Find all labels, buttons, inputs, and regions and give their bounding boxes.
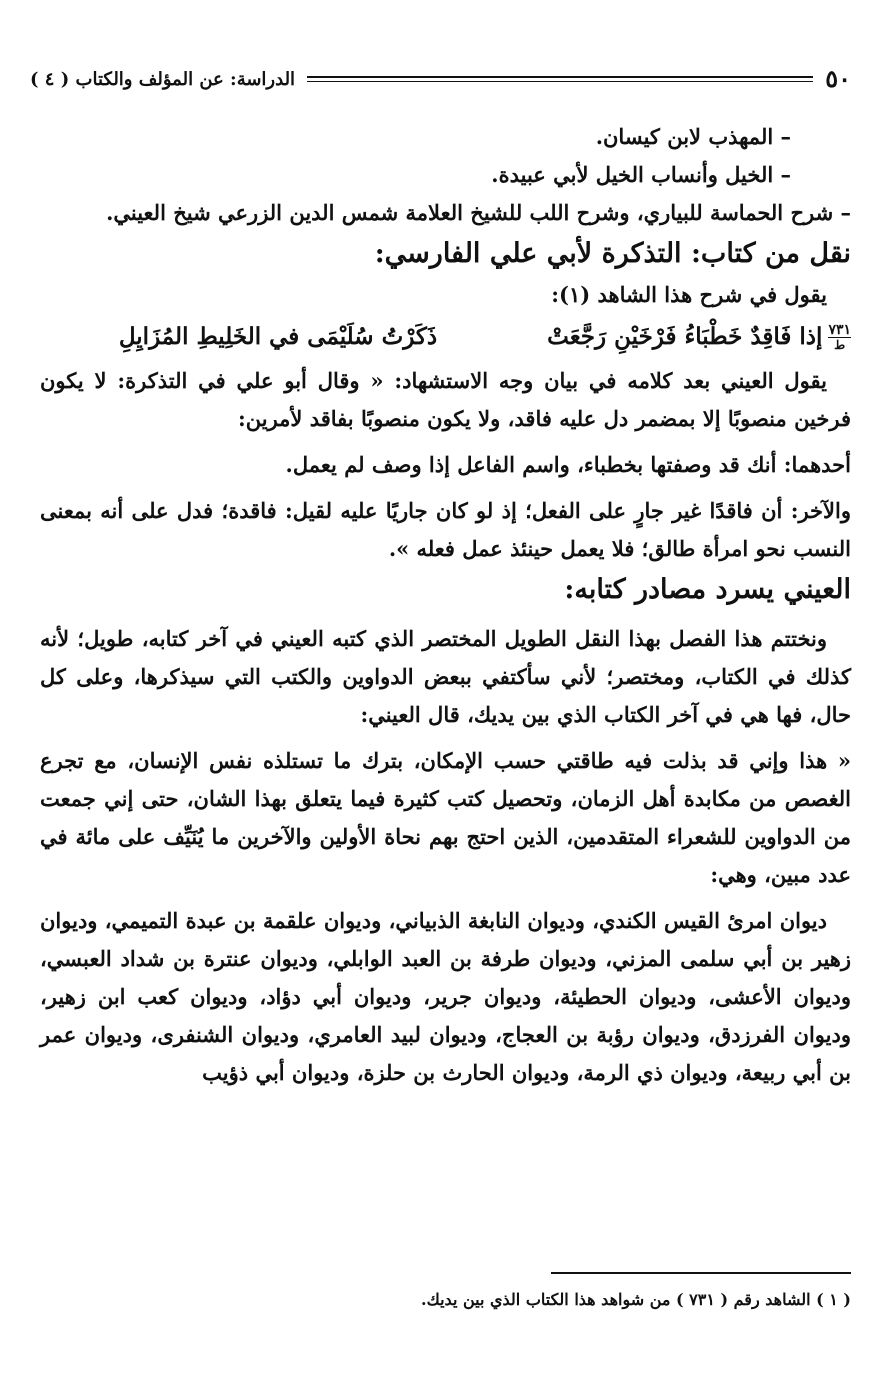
verse-number-value: ٧٣١	[828, 321, 851, 338]
verse-hemistich-second: ذَكَرْتُ سُلَيْمَى في الخَلِيطِ المُزَايِلِ	[118, 323, 438, 350]
paragraph: يقول العيني بعد كلامه في بيان وجه الاستشهاد: « وقال أبو علي في التذكرة: لا يكون فرخين منصوبًا إلا بمضمر دل عليه فاقد، ولا يكون منصوبًا بفاقد لأمرين:	[40, 368, 851, 431]
bullet-item: – الخيل وأنساب الخيل لأبي عبيدة.	[491, 162, 791, 187]
verse-number	[828, 323, 851, 352]
running-header	[30, 64, 851, 94]
paragraph: أحدهما: أنك قد وصفتها بخطباء، واسم الفاعل إذا وصف لم يعمل.	[285, 452, 851, 477]
running-title: الدراسة: عن المؤلف والكتاب ( ٤ )	[30, 68, 296, 90]
verse-hemistich-first: إذا فَاقِدٌ خَطْبَاءُ فَرْخَيْنِ رَجَّعَتْ	[547, 323, 823, 350]
page-body	[40, 118, 851, 1092]
page-number: ٥٠	[825, 64, 851, 93]
bullet-item: – شرح الحماسة للبياري، وشرح اللب للشيخ العلامة شمس الدين الزرعي شيخ العيني.	[106, 200, 851, 225]
header-rule	[307, 76, 813, 82]
paragraph: ديوان امرئ القيس الكندي، وديوان النابغة الذبياني، وديوان علقمة بن عبدة التميمي، وديوان زهير بن أبي سلمى المزني، وديوان طرفة بن العبد الوابلي، وديوان عنترة بن شداد العبسي، وديوان الأعشى، وديوان الحطيئة، وديوان جرير، وديوان أبي دؤاد، وديوان كعب ابن زهير، وديوان الفرزدق، وديوان رؤبة بن العجاج، وديوان لبيد العامري، وديوان الشنفرى، وديوان عمر بن أبي ربيعة، وديوان ذي الرمة، وديوان الحارث بن حلزة، وديوان أبي ذؤيب	[40, 908, 851, 1085]
section-heading: نقل من كتاب: التذكرة لأبي علي الفارسي:	[374, 238, 851, 269]
poetry-verse	[40, 318, 851, 356]
intro-line: يقول في شرح هذا الشاهد (١):	[551, 282, 827, 307]
paragraph: ونختتم هذا الفصل بهذا النقل الطويل المختصر الذي كتبه العيني في آخر كتابه، طويل؛ لأنه كذلك في الكتاب، ومختصر؛ لأني سأكتفي ببعض الدواوين والكتب التي سيذكرها، وعلى كل حال، فها هي في آخر الكتاب الذي بين يديك، قال العيني:	[40, 626, 851, 727]
paragraph: والآخر: أن فاقدًا غير جارٍ على الفعل؛ إذ لو كان جاريًا عليه لقيل: فاقدة؛ فدل على أنه بمعنى النسب نحو امرأة طالق؛ فلا يعمل حينئذ عمل فعله ».	[40, 498, 851, 561]
footnote: ( ١ ) الشاهد رقم ( ٧٣١ ) من شواهد هذا الكتاب الذي بين يديك.	[421, 1290, 851, 1309]
footnote-rule	[551, 1272, 851, 1274]
section-heading: العيني يسرد مصادر كتابه:	[564, 574, 851, 605]
verse-meter: ط	[828, 337, 851, 352]
bullet-item: – المهذب لابن كيسان.	[595, 124, 791, 149]
quoted-paragraph: « هذا وإني قد بذلت فيه طاقتي حسب الإمكان، بترك ما تستلذه نفس الإنسان، مع تجرع الغصص من مكابدة أهل الزمان، وتحصيل كتب كثيرة فيما يتعلق بهذا الشان، حتى إني جمعت من الدواوين للشعراء المتقدمين، الذين احتج بهم نحاة الأولين والآخرين ما يُنَيِّف على مائة في عدد مبين، وهي:	[40, 748, 851, 887]
